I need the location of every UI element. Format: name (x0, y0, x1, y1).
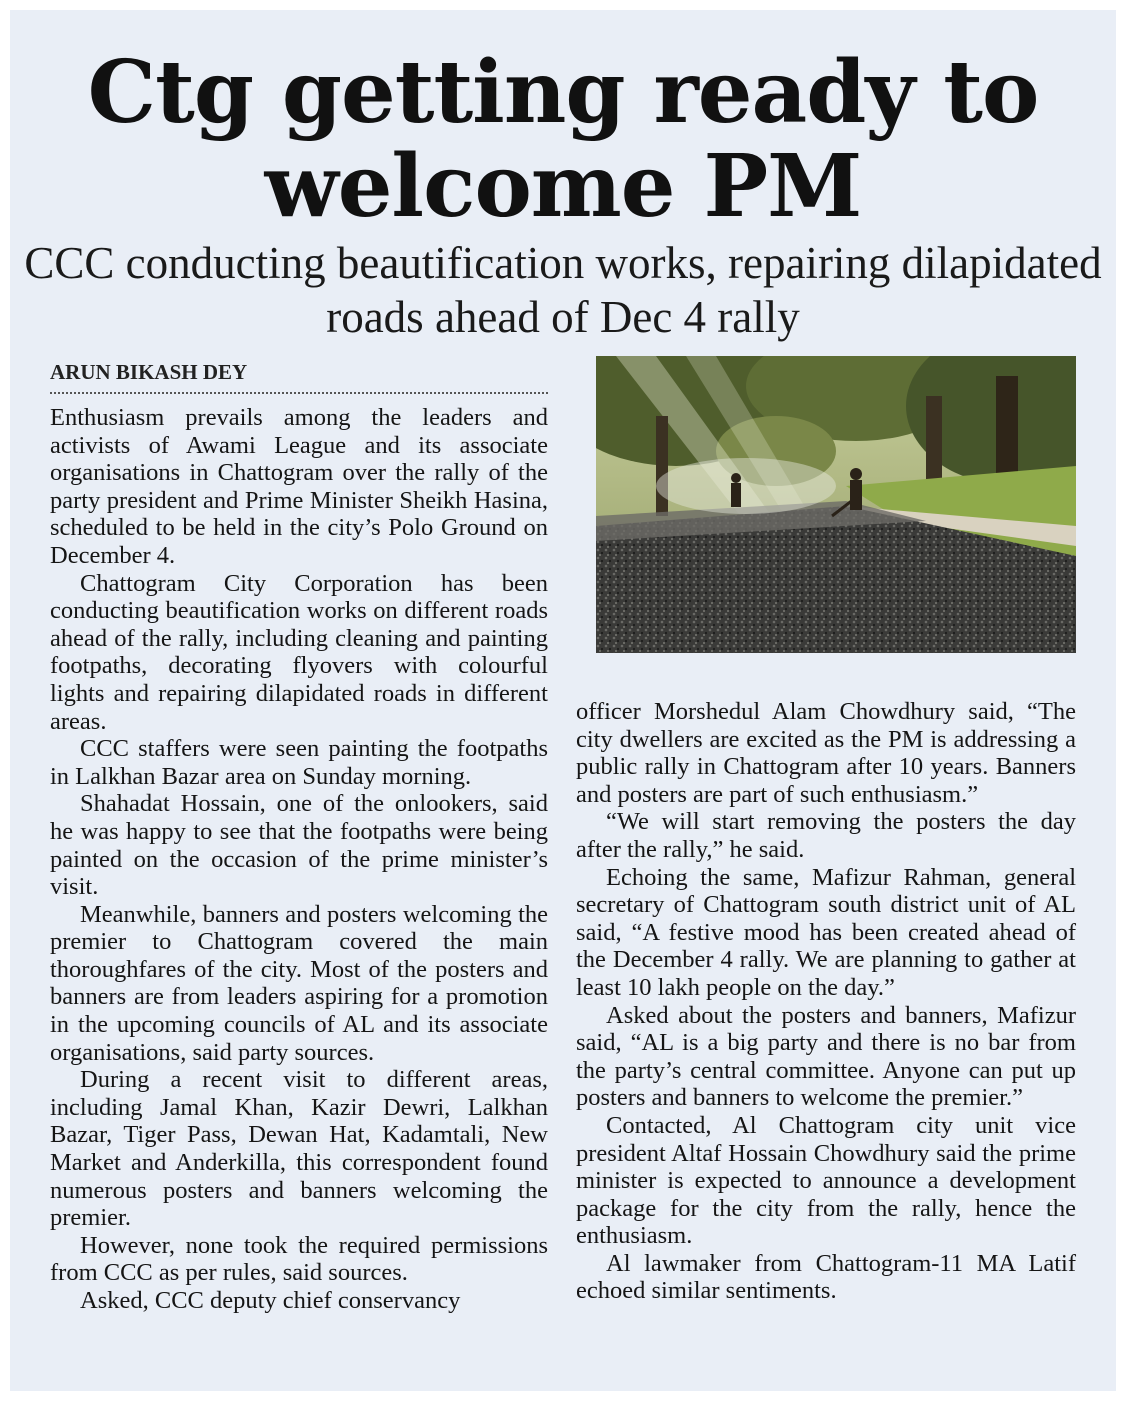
paragraph: CCC staffers were seen painting the footpaths in Lalkhan Bazar area on Sunday morning. (50, 735, 548, 790)
road-repair-photo (596, 356, 1076, 653)
paragraph: Enthusiasm prevails among the leaders and activists of Awami League and its associate organisations in Chattogram over the rally of the party president and Prime Minister Sheikh Hasina, scheduled to be held in the city’s Polo Ground on December 4. (50, 404, 548, 569)
byline: ARUN BIKASH DEY (50, 358, 548, 394)
newspaper-clipping (10, 10, 1116, 1391)
paragraph: “We will start removing the posters the day after the rally,” he said. (576, 808, 1076, 863)
paragraph: During a recent visit to different areas, including Jamal Khan, Kazir Dewri, Lalkhan Bazar, Tiger Pass, Dewan Hat, Kadamtali, New Market and Anderkilla, this correspondent found numerous posters and banners welcoming the premier. (50, 1066, 548, 1232)
paragraph: Meanwhile, banners and posters welcoming the premier to Chattogram covered the main thoroughfares of the city. Most of the posters and banners are from leaders aspiring for a promotion in the upcoming councils of AL and its associate organisations, said party sources. (50, 900, 548, 1066)
right-text-column (576, 698, 1076, 1305)
paragraph: Al lawmaker from Chattogram-11 MA Latif echoed similar sentiments. (576, 1249, 1076, 1305)
paragraph: Contacted, Al Chattogram city unit vice president Altaf Hossain Chowdhury said the prime minister is expected to announce a development package for the city from the rally, hence the enthusiasm. (576, 1111, 1076, 1250)
paragraph: Shahadat Hossain, one of the onlookers, said he was happy to see that the footpaths were being painted on the occasion of the prime minister’s visit. (50, 790, 548, 901)
paragraph: Asked, CCC deputy chief conservancy (80, 1287, 461, 1314)
left-text-column (50, 404, 548, 1315)
paragraph: Asked about the posters and banners, Mafizur said, “AL is a big party and there is no bar from the party’s central committee. Anyone can put up posters and banners to welcome the premier.” (576, 1001, 1076, 1112)
paragraph: officer Morshedul Alam Chowdhury said, “The city dwellers are excited as the PM is addressing a public rally in Chattogram after 10 years. Banners and posters are part of such enthusiasm.” (576, 698, 1076, 808)
paragraph: Echoing the same, Mafizur Rahman, general secretary of Chattogram south district unit of AL said, “A festive mood has been created ahead of the December 4 rally. We are planning to gather at least 10 lakh people on the day.” (576, 863, 1076, 1001)
road-repair-photo-illustration (596, 356, 1076, 653)
subheadline: CCC conducting beautification works, repairing dilapidated roads ahead of Dec 4 rally (24, 238, 1102, 342)
paragraph: However, none took the required permissions from CCC as per rules, said sources. (50, 1231, 548, 1287)
headline: Ctg getting ready to welcome PM (87, 42, 1039, 237)
paragraph: Chattogram City Corporation has been conducting beautification works on different roads ahead of the rally, including cleaning and painting footpaths, decorating flyovers with colourful lights and repairing dilapidated roads in different areas. (50, 569, 548, 735)
